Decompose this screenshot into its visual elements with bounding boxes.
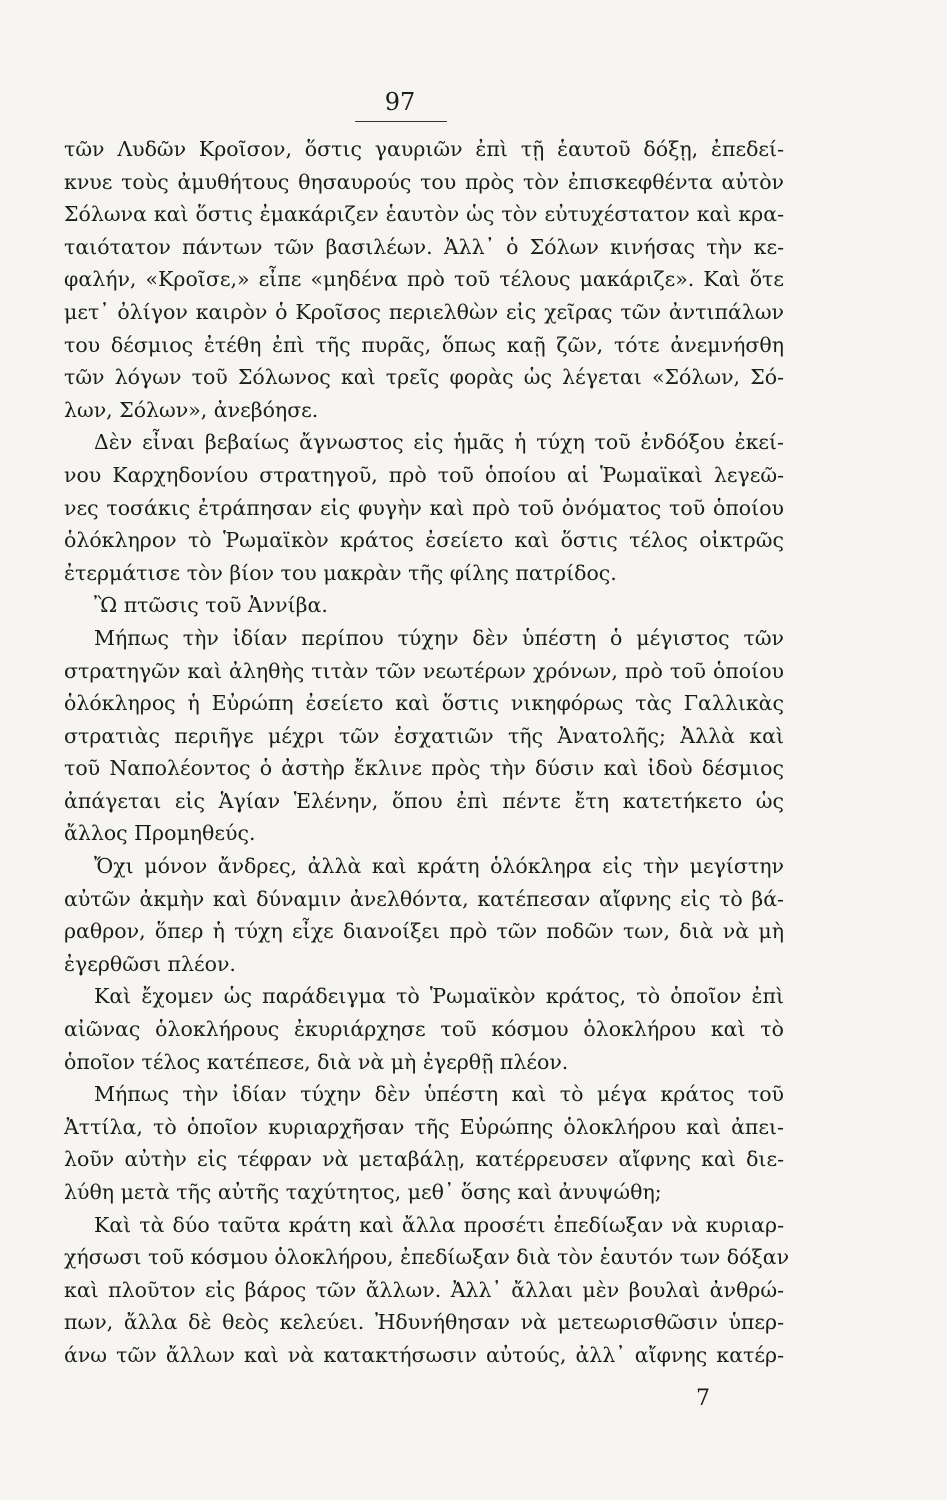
text-line: λων, Σόλων», ἀνεβόησε. [64,397,319,422]
text-line: Καὶ τὰ δύο ταῦτα κράτη καὶ ἄλλα προσέτι ἐπεδίωξαν νὰ κυριαρ- [94,1212,784,1237]
text-line: τοῦ Ναπολέοντος ὁ ἀστὴρ ἔκλινε πρὸς τὴν δύσιν καὶ ἰδοὺ δέσμιος [64,756,784,781]
text-line: ὁποῖον τέλος κατέπεσε, διὰ νὰ μὴ ἐγερθῇ πλέον. [64,1049,569,1074]
text-line: λοῦν αὐτὴν εἰς τέφραν νὰ μεταβάλῃ, κατέρρευσεν αἴφνης καὶ διε- [64,1147,784,1172]
text-line: ἀπάγεται εἰς Ἁγίαν Ἑλένην, ὅπου ἐπὶ πέντε ἔτη κατετήκετο ὡς [64,788,784,813]
page-number: 97 [384,88,416,116]
text-line: Μήπως τὴν ἰδίαν περίπου τύχην δὲν ὑπέστη ὁ μέγιστος τῶν [94,625,784,650]
text-line: καὶ πλοῦτον εἰς βάρος τῶν ἄλλων. Ἀλλ᾽ ἄλλαι μὲν βουλαὶ ἀνθρώ- [64,1277,784,1302]
text-line: ἄλλος Προμηθεύς. [64,821,256,846]
text-line: αἰῶνας ὁλοκλήρους ἐκυριάρχησε τοῦ κόσμου ὁλοκλήρου καὶ τὸ [64,1017,784,1042]
text-line: λύθη μετὰ τῆς αὐτῆς ταχύτητος, μεθ᾽ ὅσης καὶ ἀνυψώθη; [64,1180,662,1204]
text-line: του δέσμιος ἐτέθη ἐπὶ τῆς πυρᾶς, ὅπως καῇ ζῶν, τότε ἀνεμνήσθη [64,332,784,357]
text-line: κνυε τοὺς ἀμυθήτους θησαυρούς του πρὸς τὸν ἐπισκεφθέντα αὐτὸν [64,169,784,194]
text-line: Ὄχι μόνον ἄνδρες, ἀλλὰ καὶ κράτη ὁλόκληρα εἰς τὴν μεγίστην [94,854,784,879]
text-line: ἐτερμάτισε τὸν βίον του μακρὰν τῆς φίλης πατρίδος. [64,560,617,585]
text-line: ταιότατον πάντων τῶν βασιλέων. Ἀλλ᾽ ὁ Σόλων κινήσας τὴν κε- [64,234,784,259]
text-line: ραθρον, ὅπερ ἡ τύχη εἶχε διανοίξει πρὸ τῶν ποδῶν των, διὰ νὰ μὴ [64,919,784,944]
text-line: ὁλόκληρον τὸ Ῥωμαϊκὸν κράτος ἐσείετο καὶ ὅστις τέλος οἰκτρῶς [64,528,784,553]
page-number-rule [355,121,447,122]
text-line: τῶν λόγων τοῦ Σόλωνος καὶ τρεῖς φορὰς ὡς λέγεται «Σόλων, Σό- [64,365,784,390]
text-line: Καὶ ἔχομεν ὡς παράδειγμα τὸ Ῥωμαϊκὸν κράτος, τὸ ὁποῖον ἐπὶ [94,984,784,1009]
text-line: ὁλόκληρος ἡ Εὐρώπη ἐσείετο καὶ ὅστις νικηφόρως τὰς Γαλλικὰς [64,691,784,716]
text-line: Ὢ πτῶσις τοῦ Ἀννίβα. [94,593,328,618]
text-line: μετ᾽ ὀλίγον καιρὸν ὁ Κροῖσος περιελθὼν εἰς χεῖρας τῶν ἀντιπάλων [64,299,784,324]
text-line: τῶν Λυδῶν Κροῖσον, ὅστις γαυριῶν ἐπὶ τῇ ἑαυτοῦ δόξῃ, ἐπεδεί- [64,137,784,161]
text-line: χήσωσι τοῦ κόσμου ὁλοκλήρου, ἐπεδίωξαν διὰ τὸν ἑαυτόν των δόξαν [64,1245,790,1270]
text-line: άνω τῶν ἄλλων καὶ νὰ κατακτήσωσιν αὐτούς, ἀλλ᾽ αἴφνης κατέρ- [64,1342,784,1367]
text-line: Μήπως τὴν ἰδίαν τύχην δὲν ὑπέστη καὶ τὸ μέγα κράτος τοῦ [94,1082,784,1107]
text-line: Δὲν εἶναι βεβαίως ἄγνωστος εἰς ἡμᾶς ἡ τύχη τοῦ ἐνδόξου ἐκεί- [94,430,784,455]
text-line: αὐτῶν ἀκμὴν καὶ δύναμιν ἀνελθόντα, κατέπεσαν αἴφνης εἰς τὸ βά- [64,886,784,911]
text-line: πων, ἄλλα δὲ θεὸς κελεύει. Ἠδυνήθησαν νὰ μετεωρισθῶσιν ὑπερ- [64,1310,784,1335]
text-line: Ἀττίλα, τὸ ὁποῖον κυριαρχῆσαν τῆς Εὐρώπης ὁλοκλήρου καὶ ἀπει- [64,1114,784,1139]
text-line: νες τοσάκις ἐτράπησαν εἰς φυγὴν καὶ πρὸ τοῦ ὀνόματος τοῦ ὁποίου [64,495,784,520]
body-text [64,133,790,1372]
text-line: νου Καρχηδονίου στρατηγοῦ, πρὸ τοῦ ὁποίου αἱ Ῥωμαϊκαὶ λεγεῶ- [64,462,784,487]
text-line: στρατιὰς περιῆγε μέχρι τῶν ἐσχατιῶν τῆς Ἀνατολῆς; Ἀλλὰ καὶ [64,723,784,748]
text-line: ἐγερθῶσι πλέον. [64,951,236,976]
signature-mark: 7 [696,1386,710,1411]
text-line: Σόλωνα καὶ ὅστις ἐμακάριζεν ἑαυτὸν ὡς τὸν εὐτυχέστατον καὶ κρα- [64,202,784,227]
text-line: στρατηγῶν καὶ ἀληθὴς τιτὰν τῶν νεωτέρων χρόνων, πρὸ τοῦ ὁποίου [64,658,784,683]
text-line: φαλήν, «Κροῖσε,» εἶπε «μηδένα πρὸ τοῦ τέλους μακάριζε». Καὶ ὅτε [64,267,784,292]
